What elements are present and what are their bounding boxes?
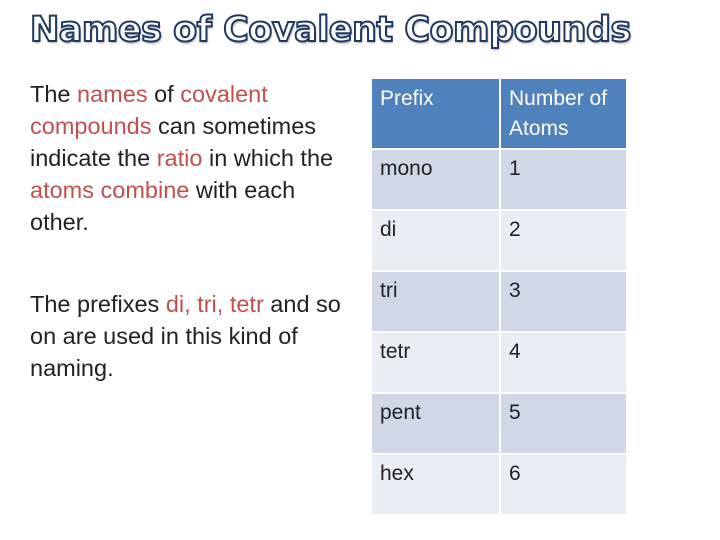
- prefix-cell: tri: [371, 271, 500, 332]
- prefix-cell: mono: [371, 149, 500, 210]
- count-cell: 5: [500, 393, 627, 454]
- prefix-cell: pent: [371, 393, 500, 454]
- text-segment: of: [147, 81, 181, 107]
- header-prefix: Prefix: [371, 78, 500, 149]
- table-row: [371, 271, 627, 332]
- text-segment: The prefixes: [30, 291, 166, 317]
- text-segment: The: [30, 81, 78, 107]
- prefix-table: [370, 77, 628, 516]
- table-row: [371, 149, 627, 210]
- highlight-names: names: [77, 81, 148, 107]
- count-cell: 6: [500, 454, 627, 515]
- text-segment: with each other.: [30, 177, 296, 235]
- count-cell: 4: [500, 332, 627, 393]
- table-header-row: [371, 78, 627, 149]
- table-row: [371, 454, 627, 515]
- highlight-atoms-combine: atoms combine: [30, 177, 190, 203]
- slide-title: Names of Covalent Compounds: [30, 10, 631, 50]
- prefix-paragraph: [30, 288, 360, 384]
- prefix-cell: hex: [371, 454, 500, 515]
- table-row: [371, 210, 627, 271]
- text-segment: and so on are used in this kind of naming.: [30, 291, 341, 381]
- prefix-cell: di: [371, 210, 500, 271]
- count-cell: 3: [500, 271, 627, 332]
- count-cell: 1: [500, 149, 627, 210]
- header-number-of-atoms: Number of Atoms: [500, 78, 627, 149]
- highlight-covalent-compounds: covalent compounds: [30, 81, 268, 139]
- prefix-cell: tetr: [371, 332, 500, 393]
- text-segment: can sometimes indicate the: [30, 113, 317, 171]
- intro-paragraph: [30, 78, 350, 238]
- table-row: [371, 332, 627, 393]
- highlight-prefixes: di, tri, tetr: [165, 291, 264, 317]
- text-segment: in which the: [202, 145, 334, 171]
- prefix-table-container: [370, 77, 626, 516]
- highlight-ratio: ratio: [156, 145, 203, 171]
- table-row: [371, 393, 627, 454]
- count-cell: 2: [500, 210, 627, 271]
